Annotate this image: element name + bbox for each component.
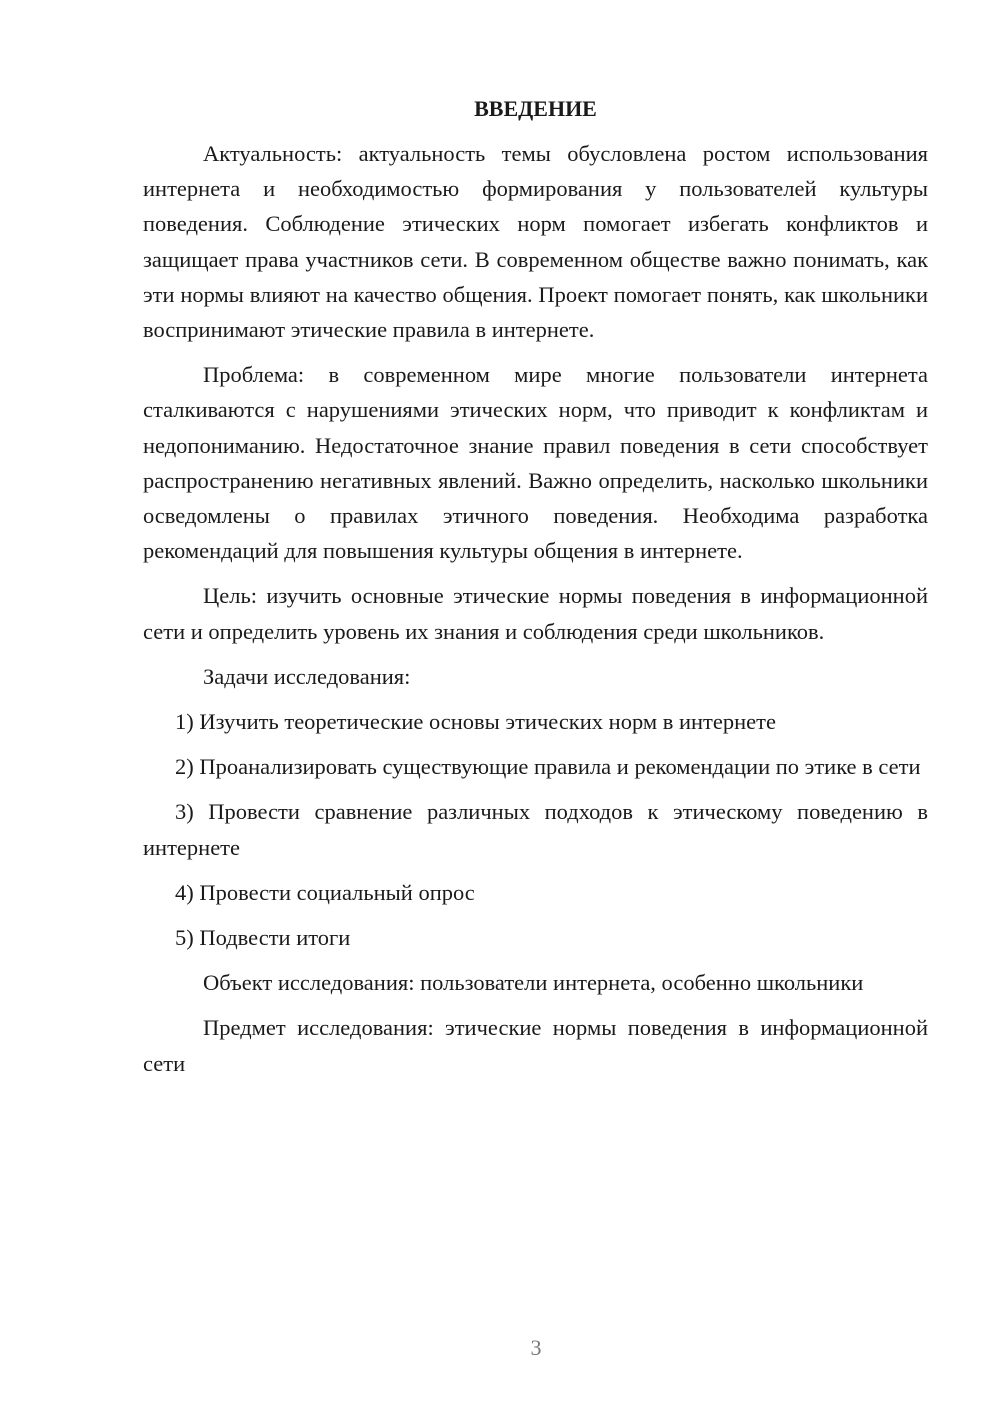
page-number: 3 [530, 1335, 542, 1360]
paragraph-problem: Проблема: в современном мире многие пользователи интернета сталкиваются с нарушениями этических норм, что приводит к конфликтам и недопониманию. Недостаточное знание правил поведения в сети способствует распространению негативных явлений. Важно определить, насколько школьники осведомлены о правилах этичного поведения. Необходима разработка рекомендаций для повышения культуры общения в интернете. [143, 362, 928, 564]
tasks-heading: Задачи исследования: [203, 663, 411, 689]
task-item-2: 2) Проанализировать существующие правила и рекомендации по этике в сети [175, 754, 921, 780]
paragraph-relevance: Актуальность: актуальность темы обусловлена ростом использования интернета и необходимостью формирования у пользователей культуры поведения. Соблюдение этических норм помогает избегать конфликтов и защищает права участников сети. В современном обществе важно понимать, как эти нормы влияют на качество общения. Проект помогает понять, как школьники воспринимают этические правила в интернете. [143, 141, 928, 343]
section-title: ВВЕДЕНИЕ [474, 96, 597, 121]
task-item-3: 3) Провести сравнение различных подходов к этическому поведению в интернете [143, 799, 928, 860]
task-item-1: 1) Изучить теоретические основы этических норм в интернете [175, 709, 776, 735]
page-content [143, 91, 928, 1091]
task-item-5: 5) Подвести итоги [175, 925, 351, 951]
paragraph-object: Объект исследования: пользователи интернета, особенно школьники [203, 970, 864, 996]
task-item-4: 4) Провести социальный опрос [175, 879, 475, 905]
paragraph-subject: Предмет исследования: этические нормы поведения в информационной сети [143, 1015, 928, 1076]
paragraph-goal: Цель: изучить основные этические нормы поведения в информационной сети и определить уровень их знания и соблюдения среди школьников. [143, 583, 928, 644]
